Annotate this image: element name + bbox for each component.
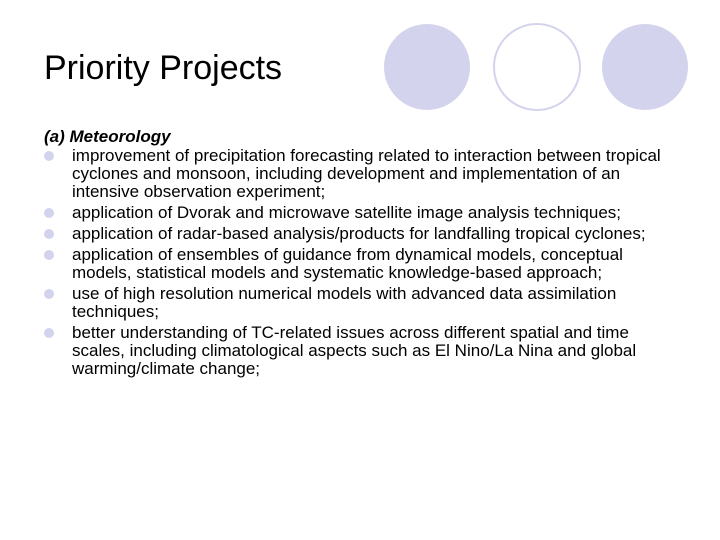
- section-heading: (a) Meteorology: [44, 127, 171, 146]
- bullet-item: [44, 285, 684, 321]
- bullet-item: [44, 225, 684, 243]
- bullet-dot-icon: [44, 289, 54, 299]
- decor-circle-2: [494, 24, 580, 110]
- bullet-dot-icon: [44, 250, 54, 260]
- decor-circle-3: [602, 24, 688, 110]
- slide-title: Priority Projects: [44, 49, 283, 87]
- bullet-item: [44, 147, 684, 201]
- bullet-dot-icon: [44, 208, 54, 218]
- bullet-text: better understanding of TC-related issues across different spatial and time scales, including climatological aspects such as El Nino/La Nina and global warming/climate change;: [72, 323, 637, 378]
- bullet-dot-icon: [44, 151, 54, 161]
- bullet-item: [44, 246, 684, 282]
- bullet-text: application of Dvorak and microwave satellite image analysis techniques;: [72, 203, 622, 222]
- bullet-item: [44, 324, 684, 378]
- bullet-text: application of radar-based analysis/products for landfalling tropical cyclones;: [72, 224, 646, 243]
- bullet-dot-icon: [44, 328, 54, 338]
- bullet-list: [44, 147, 684, 378]
- bullet-item: [44, 204, 684, 222]
- decor-circle-1: [384, 24, 470, 110]
- slide-content: [44, 126, 684, 381]
- bullet-text: use of high resolution numerical models with advanced data assimilation techniques;: [72, 284, 617, 321]
- bullet-text: improvement of precipitation forecasting related to interaction between tropical cyclones and monsoon, including development and implementation of an intensive observation experiment;: [72, 146, 661, 201]
- bullet-dot-icon: [44, 229, 54, 239]
- bullet-text: application of ensembles of guidance from dynamical models, conceptual models, statistical models and systematic knowledge-based approach;: [72, 245, 623, 282]
